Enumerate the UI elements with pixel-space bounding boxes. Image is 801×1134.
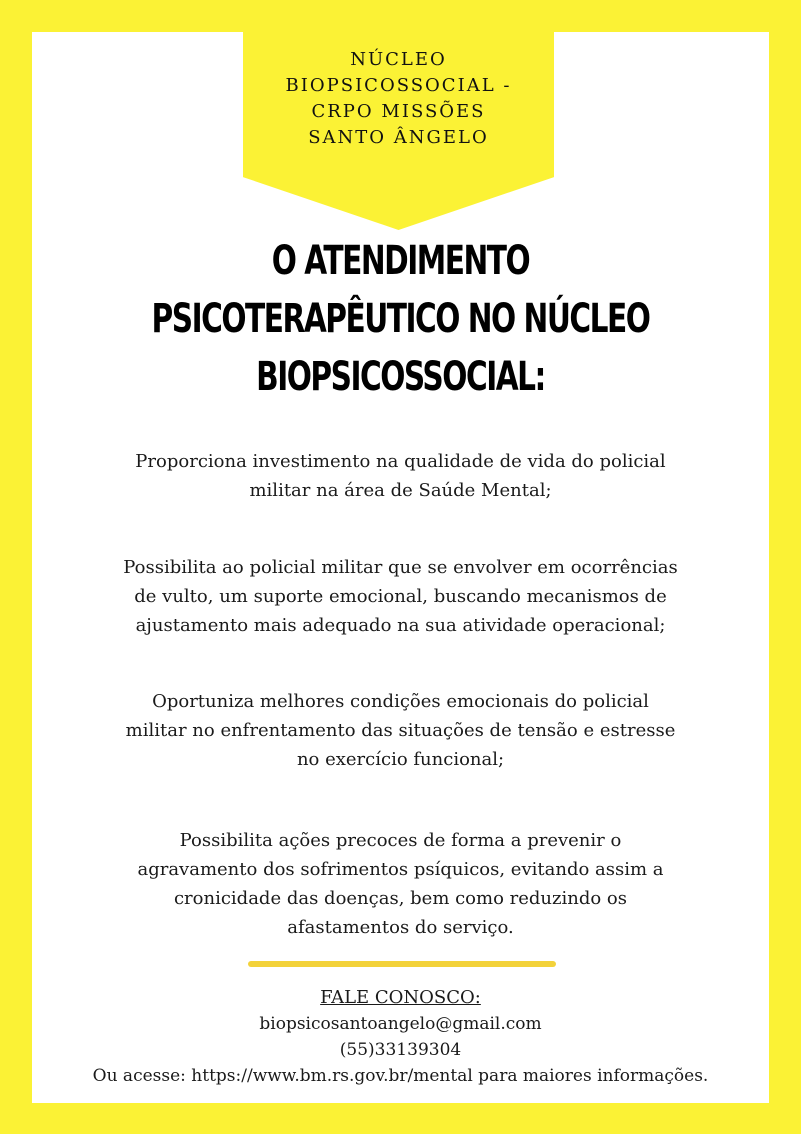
banner-line: SANTO ÂNGELO xyxy=(308,127,489,148)
banner-line: NÚCLEO xyxy=(350,49,447,70)
paragraph-line: de vulto, um suporte emocional, buscando mecanismos de xyxy=(134,586,667,607)
paragraph-prevention xyxy=(32,826,769,942)
headline-line: O ATENDIMENTO xyxy=(271,238,530,284)
paragraph-line: Possibilita ações precoces de forma a prevenir o xyxy=(179,830,622,851)
paragraph-line: cronicidade das doenças, bem como reduzindo os xyxy=(173,888,628,909)
paragraph-quality-of-life xyxy=(32,447,769,505)
paragraph-line: Possibilita ao policial militar que se envolver em ocorrências xyxy=(123,557,678,578)
paragraph-line: ajustamento mais adequado na sua atividade operacional; xyxy=(135,615,666,636)
paragraph-line: no exercício funcional; xyxy=(296,749,505,770)
banner-line: BIOPSICOSSOCIAL - xyxy=(285,75,512,96)
main-headline xyxy=(128,232,673,406)
contact-phone[interactable]: (55)33139304 xyxy=(339,1040,462,1060)
divider-line xyxy=(248,961,556,967)
website-note[interactable]: Ou acesse: https://www.bm.rs.gov.br/mental para maiores informações. xyxy=(92,1066,709,1086)
paragraph-line: Oportuniza melhores condições emocionais do policial xyxy=(152,691,649,712)
contact-heading: FALE CONOSCO: xyxy=(320,987,481,1008)
paragraph-line: militar na área de Saúde Mental; xyxy=(249,480,552,501)
paragraph-line: Proporciona investimento na qualidade de vida do policial xyxy=(135,451,666,472)
contact-email[interactable]: biopsicosantoangelo@gmail.com xyxy=(259,1014,542,1034)
paragraph-line: afastamentos do serviço. xyxy=(287,917,514,938)
headline-line: PSICOTERAPÊUTICO NO NÚCLEO xyxy=(151,296,650,342)
paragraph-line: militar no enfrentamento das situações de tensão e estresse xyxy=(125,720,676,741)
banner-line: CRPO MISSÕES xyxy=(311,101,486,122)
paragraph-line: agravamento dos sofrimentos psíquicos, evitando assim a xyxy=(137,859,664,880)
banner-title xyxy=(243,47,554,151)
paragraph-emotional-conditions xyxy=(32,687,769,774)
paragraph-emotional-support xyxy=(32,553,769,640)
headline-line: BIOPSICOSSOCIAL: xyxy=(256,354,545,400)
